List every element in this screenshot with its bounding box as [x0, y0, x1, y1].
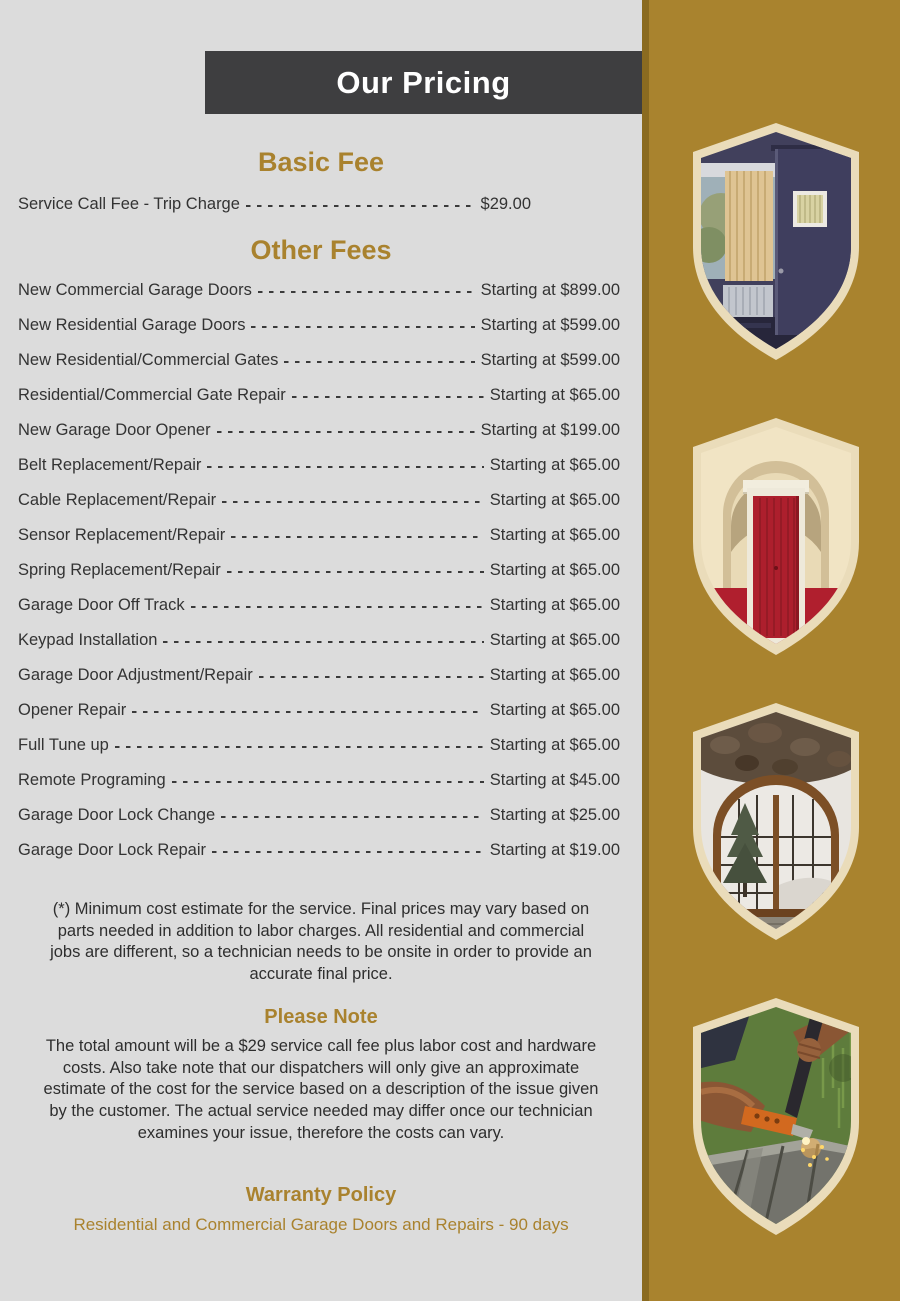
fee-label: New Residential Garage Doors	[18, 316, 246, 334]
fee-price: Starting at $65.00	[489, 701, 620, 719]
fee-price: Starting at $65.00	[489, 526, 620, 544]
fee-price: Starting at $65.00	[489, 736, 620, 754]
dash-leader	[191, 606, 484, 608]
fee-price: $29.00	[480, 195, 531, 213]
dash-leader	[115, 746, 484, 748]
security-door-image	[693, 123, 859, 360]
fee-price: Starting at $65.00	[489, 666, 620, 684]
fee-label: New Commercial Garage Doors	[18, 281, 252, 299]
page-title-banner	[205, 51, 642, 114]
fee-label: Residential/Commercial Gate Repair	[18, 386, 286, 404]
shield-photo-welding-repair	[693, 998, 859, 1235]
fee-label: Cable Replacement/Repair	[18, 491, 217, 509]
fee-price: Starting at $65.00	[489, 596, 620, 614]
fee-row	[18, 798, 620, 833]
fee-label: Full Tune up	[18, 736, 109, 754]
dash-leader	[132, 711, 484, 713]
fee-label: Belt Replacement/Repair	[18, 456, 202, 474]
dash-leader	[259, 676, 484, 678]
dash-leader	[217, 431, 475, 433]
fee-price: Starting at $19.00	[489, 841, 620, 859]
fee-row	[18, 343, 620, 378]
fee-row	[18, 308, 620, 343]
dash-leader	[231, 536, 483, 538]
fee-label: Garage Door Off Track	[18, 596, 185, 614]
dash-leader	[258, 291, 475, 293]
fee-row	[18, 658, 620, 693]
fee-row	[18, 693, 620, 728]
dash-leader	[221, 816, 484, 818]
disclaimer-text: (*) Minimum cost estimate for the service. Final prices may vary based on parts needed in addition to labor charges. All residential and commercial jobs are different, so a technician needs to be onsite in order to provide an accurate final price.	[50, 900, 592, 984]
please-note-text: The total amount will be a $29 service call fee plus labor cost and hardware costs. Also take note that our dispatchers will only give an approximate estimate of the cost for the service based on a description of the issue given by the customer. The actual service needed may differ once our technician examines your issue, therefore the costs can vary.	[43, 1037, 599, 1142]
heading-warranty-policy: Warranty Policy	[245, 1184, 397, 1206]
fee-price: Starting at $599.00	[480, 316, 620, 334]
dash-leader	[292, 396, 484, 398]
fee-row	[18, 553, 620, 588]
dash-leader	[172, 781, 484, 783]
dash-leader	[207, 466, 483, 468]
heading-basic-fee: Basic Fee	[257, 147, 385, 177]
fee-price: Starting at $65.00	[489, 491, 620, 509]
fee-label: Garage Door Lock Repair	[18, 841, 207, 859]
red-door-image	[693, 418, 859, 655]
dash-leader	[246, 205, 475, 207]
arched-window-image	[693, 703, 859, 940]
dash-leader	[222, 501, 484, 503]
fee-price: Starting at $65.00	[489, 631, 620, 649]
fee-row	[18, 273, 620, 308]
fee-label: Service Call Fee - Trip Charge	[18, 195, 240, 213]
fee-row	[18, 833, 620, 868]
fee-price: Starting at $65.00	[489, 561, 620, 579]
fee-label: Garage Door Lock Change	[18, 806, 216, 824]
shield-photo-red-door	[693, 418, 859, 655]
fee-price: Starting at $45.00	[489, 771, 620, 789]
welding-repair-image	[693, 998, 859, 1235]
fee-label: Opener Repair	[18, 701, 127, 719]
fee-row	[18, 623, 620, 658]
fee-label: Keypad Installation	[18, 631, 158, 649]
fee-row	[18, 728, 620, 763]
fee-row	[18, 518, 620, 553]
fee-label: New Residential/Commercial Gates	[18, 351, 279, 369]
fee-label: Sensor Replacement/Repair	[18, 526, 226, 544]
heading-other-fees: Other Fees	[250, 235, 392, 265]
dash-leader	[163, 641, 483, 643]
fee-row	[18, 763, 620, 798]
fee-row	[18, 448, 620, 483]
fee-price: Starting at $65.00	[489, 456, 620, 474]
fee-row	[18, 588, 620, 623]
dash-leader	[284, 361, 474, 363]
fee-price: Starting at $25.00	[489, 806, 620, 824]
heading-please-note: Please Note	[264, 1006, 378, 1028]
page-title: Our Pricing	[336, 64, 511, 100]
fee-label: Spring Replacement/Repair	[18, 561, 221, 579]
fee-row-basic	[18, 187, 531, 222]
dash-leader	[227, 571, 484, 573]
fee-price: Starting at $599.00	[480, 351, 620, 369]
shield-photo-security-door	[693, 123, 859, 360]
fee-label: Garage Door Adjustment/Repair	[18, 666, 253, 684]
fee-price: Starting at $65.00	[489, 386, 620, 404]
warranty-policy-text: Residential and Commercial Garage Doors and Repairs - 90 days	[73, 1215, 569, 1234]
dash-leader	[251, 326, 474, 328]
fee-price: Starting at $199.00	[480, 421, 620, 439]
fee-label: New Garage Door Opener	[18, 421, 211, 439]
fee-label: Remote Programing	[18, 771, 166, 789]
fee-price: Starting at $899.00	[480, 281, 620, 299]
shield-photo-arched-window	[693, 703, 859, 940]
fee-row	[18, 483, 620, 518]
fee-row	[18, 378, 620, 413]
fee-row	[18, 413, 620, 448]
dash-leader	[212, 851, 484, 853]
